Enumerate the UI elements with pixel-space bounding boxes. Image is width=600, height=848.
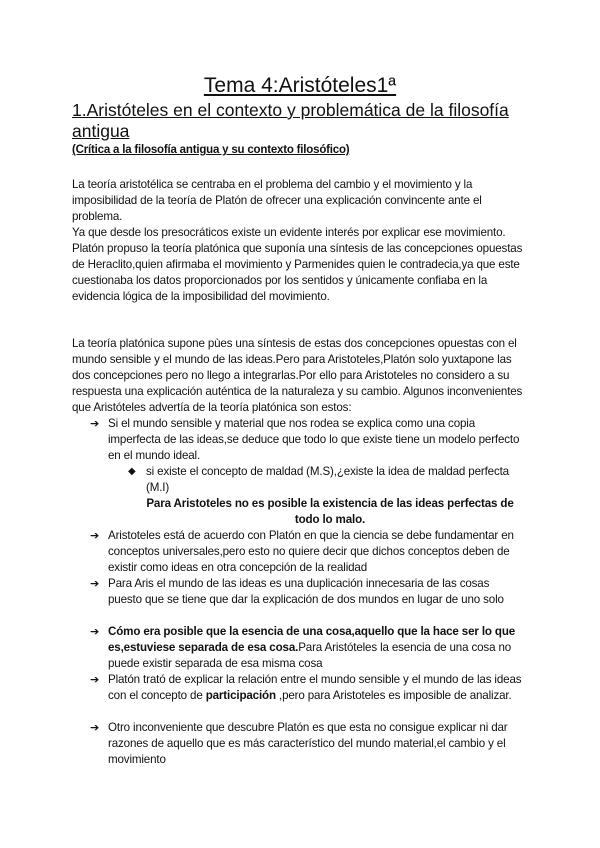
list-item-text-b: ,pero para Aristoteles es imposible de analizar. — [275, 689, 512, 702]
section-heading: 1.Aristóteles en el contexto y problemática de la filosofía antigua — [72, 100, 509, 141]
arrow-right-icon: ➔ — [90, 674, 100, 686]
list-item-text-a: Platón trató de explicar la relación entre el mundo sensible y el mundo de las ideas con el concepto de — [108, 673, 522, 702]
list-item — [90, 416, 522, 464]
list-item — [90, 672, 522, 704]
intro-block — [72, 177, 532, 305]
bold-statement: Para Aristoteles no es posible la existencia de las ideas perfectas de todo lo malo. — [146, 497, 514, 526]
participacion-term: participación — [205, 689, 276, 702]
paragraph-2-text: La teoría platónica supone pùes una síntesis de estas dos concepciones opuestas con el mundo sensible y el mundo de las ideas.Pero para Aristoteles,Platón solo yuxtapone las dos concepciones pero no llego a integrarlas.Por ello para Aristoteles no considero a su respuesta una explicación auténtica de la naturaleza y su cambio. Algunos inconvenientes que Aristóteles advertía de la teoría platónica son estos: — [72, 337, 523, 414]
list-item-text — [108, 672, 522, 704]
list-item-bold-text: Cómo era posible que la esencia de una cosa,aquello que la hace ser lo que es,estuviese separada de esa cosa. — [108, 625, 516, 654]
sub-list-item — [128, 464, 520, 496]
list-item — [90, 720, 522, 768]
list-item-text: Otro inconveniente que descubre Platón es que esta no consigue explicar ni dar razones de aquello que es más característico del mundo material,el cambio y el movimiento — [108, 721, 508, 766]
subheading: (Crítica a la filosofía antigua y su contexto filosófico) — [72, 144, 350, 156]
intro-paragraph-2: Ya que desde los presocráticos existe un evidente interés por explicar ese movimiento. — [72, 226, 506, 239]
intro-paragraph-3: Platón propuso la teoría platónica que suponía una síntesis de las concepciones opuestas de Heraclito,quien afirmaba el movimiento y Parmenides quien le contradecia,ya que este cuestionaba los datos proporcionados por los sentidos y únicamente confiaba en la evidencia lógica de la imposibilidad del movimiento. — [72, 242, 523, 303]
paragraph-2 — [72, 336, 532, 416]
arrow-right-icon: ➔ — [90, 578, 100, 590]
list-item-rest-text: Para Aristóteles la esencia de una cosa no puede existir separada de esa misma cosa — [108, 641, 512, 670]
list-item-text: Para Aris el mundo de las ideas es una duplicación innecesaria de las cosas puesto que se tiene que dar la explicación de dos mundos en lugar de uno solo — [108, 577, 504, 606]
list-item — [90, 576, 522, 608]
arrow-right-icon: ➔ — [90, 530, 100, 542]
diamond-icon: ◆ — [128, 466, 136, 477]
intro-paragraph-1: La teoría aristotélica se centraba en el problema del cambio y el movimiento y la imposibilidad de la teoría de Platón de ofrecer una explicación convincente ante el problema. — [72, 178, 482, 223]
list-item — [90, 528, 522, 576]
page-title: Tema 4:Aristóteles1ª — [203, 74, 397, 97]
arrow-right-icon: ➔ — [90, 418, 100, 430]
arrow-right-icon: ➔ — [90, 626, 100, 638]
sub-list-item-text: si existe el concepto de maldad (M.S),¿existe la idea de maldad perfecta (M.I) — [146, 465, 509, 494]
list-item-text: Si el mundo sensible y material que nos rodea se explica como una copia imperfecta de las ideas,se deduce que todo lo que existe tiene un modelo perfecto en el mundo ideal. — [108, 417, 520, 462]
arrow-right-icon: ➔ — [90, 722, 100, 734]
list-item-text: Aristoteles está de acuerdo con Platón en que la ciencia se debe fundamentar en conceptos universales,pero esto no quiere decir que dichos conceptos deben de existir como ideas en otra concepción de la realidad — [108, 529, 514, 574]
list-item-text — [108, 624, 522, 672]
list-item — [90, 624, 522, 672]
